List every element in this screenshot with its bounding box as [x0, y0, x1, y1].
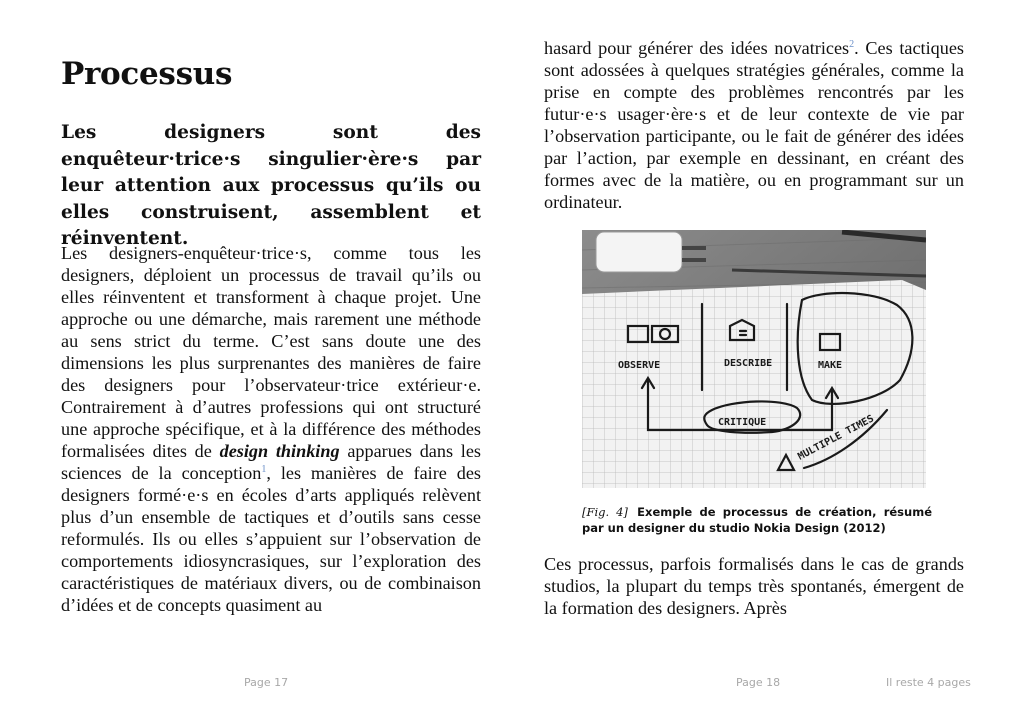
- body-text-part: apparues dans les sciences de la conception: [61, 441, 481, 483]
- figure-caption: [582, 504, 932, 536]
- chapter-lead: Les designers sont des enquêteur·trice·s singulier·ère·s par leur attention aux processus qu’ils ou elles construisent, assemblent et réinventent.: [61, 122, 481, 249]
- body-paragraph: [61, 242, 481, 616]
- figure-caption-text: Exemple de processus de création, résumé par un designer du studio Nokia Design (2012): [582, 505, 932, 535]
- body-paragraph-next: [544, 553, 964, 619]
- sketch-label-observe: OBSERVE: [618, 360, 661, 371]
- body-text-part: hasard pour générer des idées novatrices: [544, 38, 850, 58]
- page-number-right: Page 18: [736, 676, 781, 689]
- figure-photo: [582, 230, 926, 488]
- body-text-part: Les designers-enquêteur·trice·s, comme tous les designers, déploient un processus de travail qu’ils ou elles réinventent et transforment à chaque projet. Une approche ou une démarche, mais rarement une méthode au sens strict du terme. C’est sans doute une des dimensions les plus surprenantes des manières de faire des designers pour l’observateur·trice extérieur·e. Contrairement à d’autres professions qui ont structuré une approche spécifique, et à la différence des méthodes formalisées dites de: [61, 243, 481, 461]
- body-text-part: Ces processus, parfois formalisés dans le cas de grands studios, la plupart du temps très spontanés, émergent de la formation des designers. Après: [544, 554, 964, 618]
- emphasis-term: design thinking: [219, 441, 340, 461]
- page-number-left: Page 17: [244, 676, 289, 689]
- footnote-2-link[interactable]: 2: [849, 38, 855, 50]
- sketch-photo-illustration: [582, 230, 926, 488]
- sketch-label-multiple-times: MULTIPLE TIMES: [796, 413, 876, 463]
- body-text-part: , les manières de faire des designers formé·e·s en écoles d’arts appliqués relèvent plus d’un ensemble de tactiques et d’outils sans cesse reformulés. Ils ou elles s’appuient sur l’observation de comportements idiosyncrasiques, sur l’exploration des caractéristiques de matériaux divers, ou de combinaison d’idées et de concepts quasiment au: [61, 463, 481, 615]
- body-paragraph-continued: [544, 37, 964, 213]
- body-text-part: . Ces tactiques sont adossées à quelques stratégies générales, comme la prise en compte des problèmes rencontrés par les futur·e·s usager·ère·s et de leur contexte de vie par l’observation participante, ou le fait de générer des idées par l’action, par exemple en dessinant, en créant des formes avec de la matière, ou en programmant sur un ordinateur.: [544, 38, 964, 212]
- sketch-label-critique: CRITIQUE: [718, 417, 767, 428]
- page-title: Processus: [61, 56, 233, 92]
- figure-number: [Fig. 4]: [582, 505, 628, 519]
- sketch-label-describe: DESCRIBE: [724, 358, 773, 369]
- pages-remaining: Il reste 4 pages: [886, 676, 971, 689]
- sketch-label-make: MAKE: [818, 360, 843, 371]
- footnote-1-link[interactable]: 1: [261, 463, 267, 475]
